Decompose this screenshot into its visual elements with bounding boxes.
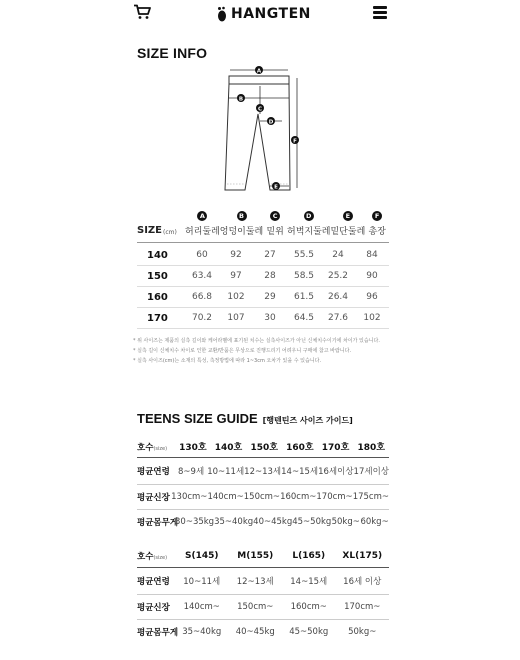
- size-row-170: 170 70.2 107 30 64.5 27.6 102: [137, 308, 389, 329]
- column-hip: B 엉덩이둘레: [219, 212, 264, 237]
- note-line: * 실측 길이 신체치수 차이로 인한 교환/반품은 무상으로 진행드리기 어려우니 구매에 참고 바랍니다.: [133, 348, 352, 354]
- footprint-icon: [217, 6, 227, 22]
- teens-table2-row-weight: 평균몸무게 35~40kg 40~45kg 45~50kg 50kg~: [137, 627, 377, 638]
- column-thigh: D 허벅지둘레: [287, 212, 331, 237]
- size-label: SIZE (cm): [137, 225, 177, 236]
- size-info-title: SIZE INFO: [137, 45, 208, 61]
- svg-text:C: C: [257, 106, 263, 113]
- brand-logo[interactable]: [217, 5, 311, 23]
- teens-guide-title: TEENS SIZE GUIDE [행텐틴즈 사이즈 가이드]: [137, 411, 353, 426]
- column-length: F 총장: [368, 212, 386, 237]
- hamburger-menu-icon[interactable]: [373, 6, 387, 18]
- size-row-150: 150 63.4 97 28 58.5 25.2 90: [137, 266, 389, 287]
- top-header: [0, 0, 520, 30]
- teens-table1-row-age: 평균연령 8~9세 10~11세 12~13세 14~15세 16세이상 17세이상: [137, 458, 389, 485]
- note-line: * 위 사이즈는 제품의 실측 길이와 케어라벨에 표기된 치수는 실측사이즈가 아닌 신체치수이기에 차이가 있습니다.: [133, 338, 380, 344]
- svg-text:A: A: [256, 68, 262, 75]
- svg-text:D: D: [268, 119, 274, 126]
- teens-table1-header: 호수(size) 130호 140호 150호 160호 170호 180호: [137, 436, 389, 458]
- svg-text:F: F: [293, 138, 297, 145]
- teens-table1-row-weight: 평균몸무게 30~35kg 35~40kg 40~45kg 45~50kg 50kg~ 60kg~: [137, 517, 389, 528]
- brand-name: HANGTEN: [231, 6, 311, 22]
- teens-table2-row-height: 평균신장 140cm~ 150cm~ 160cm~ 170cm~: [137, 595, 389, 620]
- svg-text:E: E: [274, 184, 278, 191]
- teens-table2-header: 호수(size) S(145) M(155) L(165) XL(175): [137, 544, 389, 568]
- svg-text:B: B: [238, 96, 244, 103]
- column-hem: E 밑단둘레: [330, 212, 366, 237]
- cart-icon[interactable]: [133, 4, 151, 20]
- size-notes: [133, 336, 393, 366]
- pants-diagram: [215, 64, 305, 196]
- note-line: * 실측 사이즈(cm)는 소재의 특성, 측정방법에 따라 1~3cm 오차가 있을 수 있습니다.: [133, 358, 322, 364]
- size-row-140: 140 60 92 27 55.5 24 84: [137, 245, 389, 266]
- teens-guide-subtitle: [행텐틴즈 사이즈 가이드]: [262, 416, 353, 425]
- column-waist: A 허리둘레: [185, 212, 220, 237]
- teens-table2-row-age: 평균연령 10~11세 12~13세 14~15세 16세 이상: [137, 568, 389, 595]
- column-rise: C 밑위: [266, 212, 284, 237]
- size-table-header: [137, 209, 389, 243]
- size-row-160: 160 66.8 102 29 61.5 26.4 96: [137, 287, 389, 308]
- teens-table1-row-height: 평균신장 130cm~ 140cm~ 150cm~ 160cm~ 170cm~ 175cm~: [137, 485, 389, 510]
